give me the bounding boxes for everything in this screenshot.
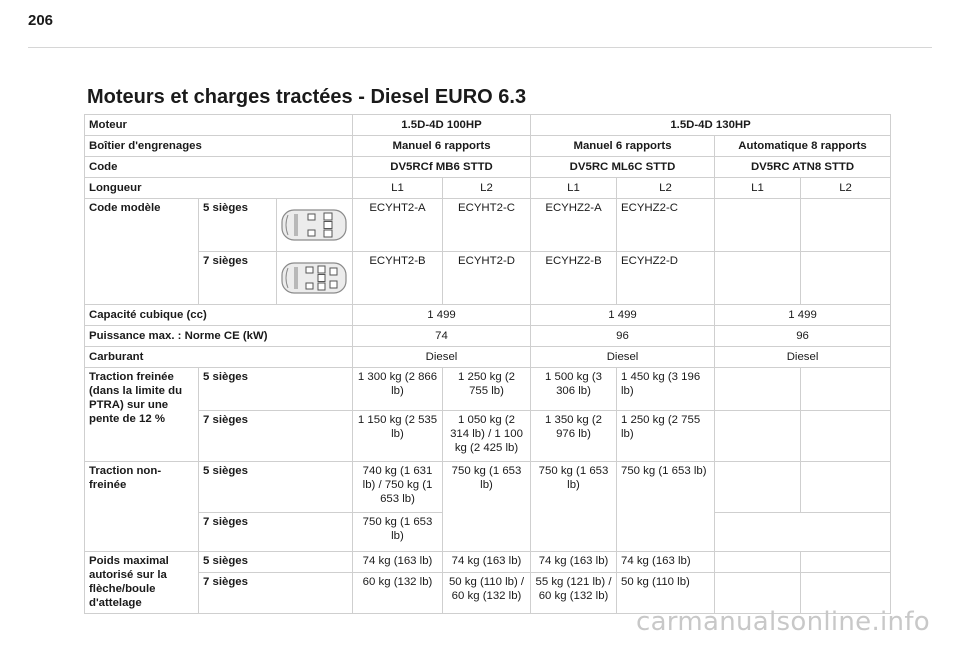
- braked-towing-value: 1 250 kg (2 755 lb): [443, 368, 531, 411]
- length-cell: L1: [531, 178, 617, 199]
- seats-7-label: 7 sièges: [199, 411, 353, 462]
- unbraked-towing-value: 750 kg (1 653 lb): [443, 462, 531, 552]
- row-longueur: [85, 178, 891, 199]
- page-title: Moteurs et charges tractées - Diesel EURO 6.3: [87, 86, 527, 108]
- empty-cell: [715, 252, 801, 305]
- label-carburant: Carburant: [85, 347, 353, 368]
- braked-towing-value: 1 450 kg (3 196 lb): [617, 368, 715, 411]
- braked-towing-value: 1 300 kg (2 866 lb): [353, 368, 443, 411]
- towbar-load-value: 74 kg (163 lb): [531, 552, 617, 573]
- braked-towing-value: 1 150 kg (2 535 lb): [353, 411, 443, 462]
- row-puissance: [85, 326, 891, 347]
- label-traction-freinee: Traction freinée (dans la limite du PTRA) sur une pente de 12 %: [85, 368, 199, 462]
- gearbox-3: Automatique 8 rapports: [715, 136, 891, 157]
- braked-towing-value: 1 500 kg (3 306 lb): [531, 368, 617, 411]
- towbar-load-value: 74 kg (163 lb): [443, 552, 531, 573]
- towbar-load-value: 74 kg (163 lb): [353, 552, 443, 573]
- model-code: ECYHT2-B: [353, 252, 443, 305]
- length-cell: L2: [801, 178, 891, 199]
- unbraked-towing-value: 740 kg (1 631 lb) / 750 kg (1 653 lb): [353, 462, 443, 513]
- seats-7-label: 7 sièges: [199, 252, 277, 305]
- towbar-load-value: 55 kg (121 lb) / 60 kg (132 lb): [531, 573, 617, 614]
- fuel-value: Diesel: [353, 347, 531, 368]
- model-code: ECYHZ2-D: [617, 252, 715, 305]
- model-code: ECYHZ2-C: [617, 199, 715, 252]
- row-code-modele-5: [85, 199, 891, 252]
- label-code: Code: [85, 157, 353, 178]
- empty-cell: [715, 368, 801, 411]
- length-cell: L1: [353, 178, 443, 199]
- engine-130hp: 1.5D-4D 130HP: [531, 115, 891, 136]
- label-poids-fleche: Poids maximal autorisé sur la flèche/boule d'attelage: [85, 552, 199, 614]
- empty-cell: [715, 552, 801, 573]
- towbar-load-value: 60 kg (132 lb): [353, 573, 443, 614]
- capacity-value: 1 499: [531, 305, 715, 326]
- fuel-value: Diesel: [715, 347, 891, 368]
- engine-100hp: 1.5D-4D 100HP: [353, 115, 531, 136]
- empty-cell: [801, 552, 891, 573]
- empty-cell: [801, 199, 891, 252]
- label-boite: Boîtier d'engrenages: [85, 136, 353, 157]
- length-cell: L1: [715, 178, 801, 199]
- row-moteur: [85, 115, 891, 136]
- braked-towing-value: 1 050 kg (2 314 lb) / 1 100 kg (2 425 lb): [443, 411, 531, 462]
- row-code-modele-7: [85, 252, 891, 305]
- label-code-modele: Code modèle: [85, 199, 199, 305]
- towbar-load-value: 50 kg (110 lb): [617, 573, 715, 614]
- watermark-link[interactable]: carmanualsonline.info: [635, 607, 930, 637]
- label-traction-non-freinee: Traction non-freinée: [85, 462, 199, 552]
- braked-towing-value: 1 250 kg (2 755 lb): [617, 411, 715, 462]
- seats-5-label: 5 sièges: [199, 552, 353, 573]
- empty-cell: [715, 199, 801, 252]
- label-puissance: Puissance max. : Norme CE (kW): [85, 326, 353, 347]
- code-3: DV5RC ATN8 STTD: [715, 157, 891, 178]
- row-capacite: [85, 305, 891, 326]
- empty-cell: [801, 368, 891, 411]
- seats-7-label: 7 sièges: [199, 513, 353, 552]
- length-cell: L2: [617, 178, 715, 199]
- label-moteur: Moteur: [85, 115, 353, 136]
- towbar-load-value: 50 kg (110 lb) / 60 kg (132 lb): [443, 573, 531, 614]
- gearbox-2: Manuel 6 rapports: [531, 136, 715, 157]
- power-value: 96: [715, 326, 891, 347]
- empty-cell: [715, 411, 801, 462]
- seats-5-label: 5 sièges: [199, 462, 353, 513]
- row-code: [85, 157, 891, 178]
- unbraked-towing-value: 750 kg (1 653 lb): [353, 513, 443, 552]
- engine-spec-table: [84, 114, 891, 614]
- van-5-seats-icon: [280, 205, 350, 245]
- row-boite: [85, 136, 891, 157]
- seat-layout-7-cell: [277, 252, 353, 305]
- seats-7-label: 7 sièges: [199, 573, 353, 614]
- model-code: ECYHT2-C: [443, 199, 531, 252]
- label-longueur: Longueur: [85, 178, 353, 199]
- code-2: DV5RC ML6C STTD: [531, 157, 715, 178]
- empty-cell: [715, 462, 801, 513]
- empty-cell: [801, 252, 891, 305]
- length-cell: L2: [443, 178, 531, 199]
- page-number: 206: [28, 12, 54, 29]
- seat-layout-5-cell: [277, 199, 353, 252]
- fuel-value: Diesel: [531, 347, 715, 368]
- code-1: DV5RCf MB6 STTD: [353, 157, 531, 178]
- row-poids-fleche-5: [85, 552, 891, 573]
- empty-cell: [801, 411, 891, 462]
- towbar-load-value: 74 kg (163 lb): [617, 552, 715, 573]
- empty-cell: [801, 462, 891, 513]
- capacity-value: 1 499: [715, 305, 891, 326]
- capacity-value: 1 499: [353, 305, 531, 326]
- row-traction-freinee-5: [85, 368, 891, 411]
- power-value: 74: [353, 326, 531, 347]
- model-code: ECYHT2-A: [353, 199, 443, 252]
- row-traction-non-freinee-5: [85, 462, 891, 513]
- gearbox-1: Manuel 6 rapports: [353, 136, 531, 157]
- header-divider: [28, 47, 932, 48]
- empty-cell: [715, 513, 891, 552]
- model-code: ECYHZ2-B: [531, 252, 617, 305]
- seats-5-label: 5 sièges: [199, 199, 277, 252]
- row-carburant: [85, 347, 891, 368]
- van-7-seats-icon: [280, 258, 350, 298]
- unbraked-towing-value: 750 kg (1 653 lb): [617, 462, 715, 552]
- row-traction-freinee-7: [85, 411, 891, 462]
- seats-5-label: 5 sièges: [199, 368, 353, 411]
- braked-towing-value: 1 350 kg (2 976 lb): [531, 411, 617, 462]
- model-code: ECYHZ2-A: [531, 199, 617, 252]
- unbraked-towing-value: 750 kg (1 653 lb): [531, 462, 617, 552]
- label-capacite: Capacité cubique (cc): [85, 305, 353, 326]
- power-value: 96: [531, 326, 715, 347]
- model-code: ECYHT2-D: [443, 252, 531, 305]
